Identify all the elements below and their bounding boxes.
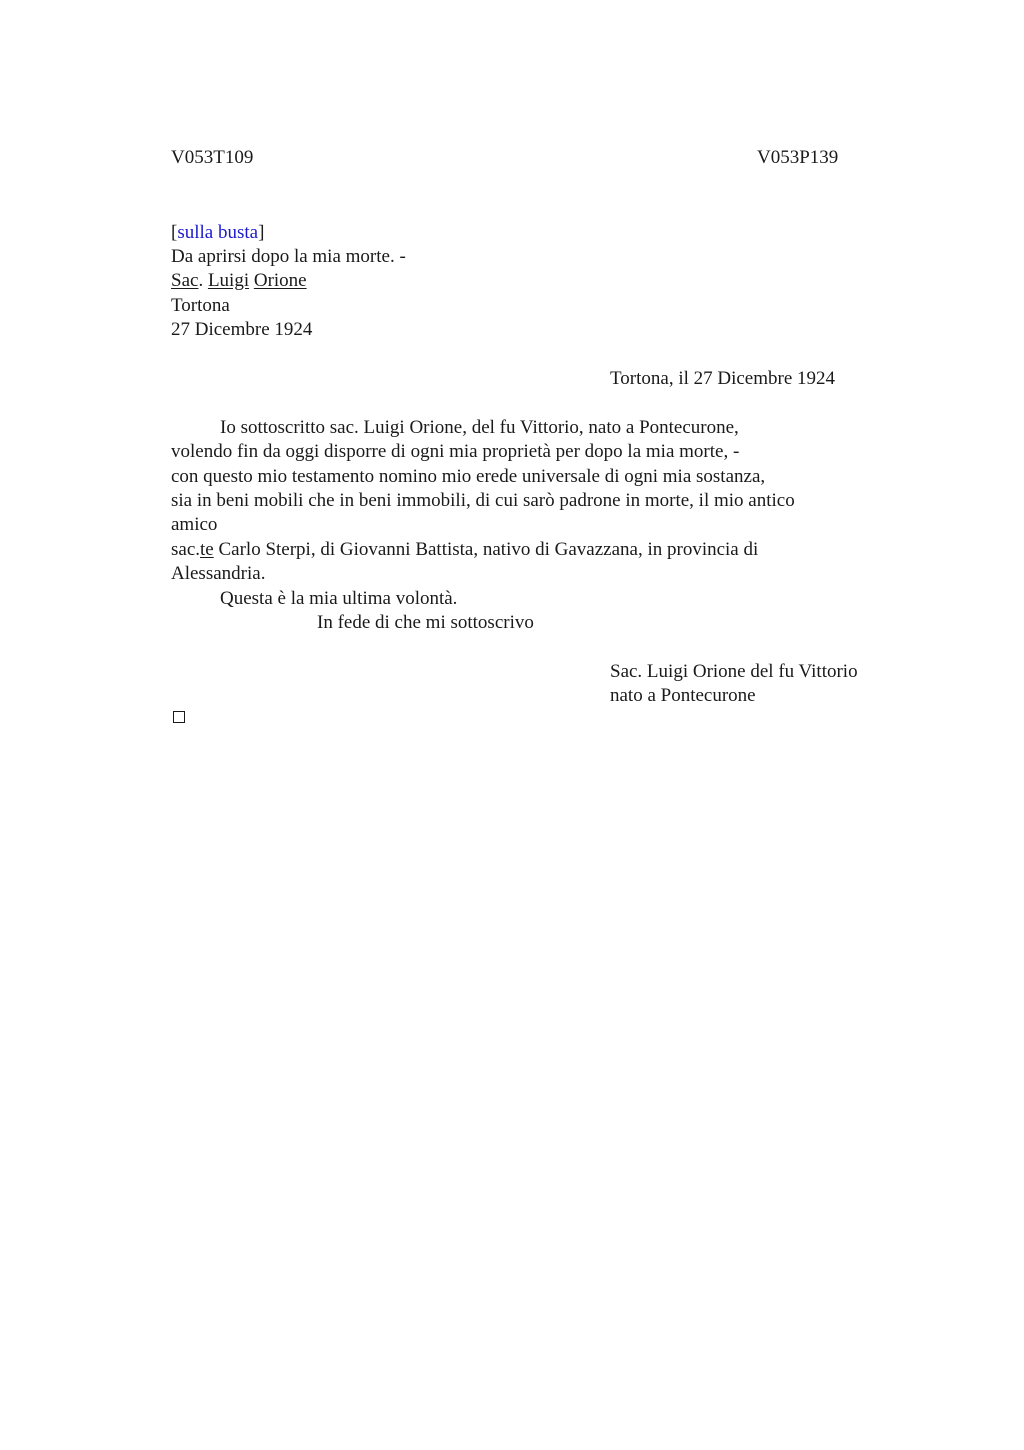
envelope-place: Tortona	[171, 295, 230, 316]
letter-line-1: Io sottoscritto sac. Luigi Orione, del fu Vittorio, nato a Pontecurone,	[220, 417, 739, 438]
letter-line-7: Alessandria.	[171, 563, 266, 584]
envelope-sac: Sac	[171, 270, 199, 291]
document-code-right: V053P139	[757, 147, 839, 168]
letter-line-6-rest: Carlo Sterpi, di Giovanni Battista, nativo di Gavazzana, in provincia di	[213, 539, 759, 560]
letter-te-superscript: te	[200, 539, 214, 560]
envelope-note-text: sulla busta	[177, 222, 259, 243]
letter-line-9: In fede di che mi sottoscrivo	[317, 612, 534, 633]
envelope-date: 27 Dicembre 1924	[171, 319, 313, 340]
signature-line-2: nato a Pontecurone	[610, 685, 756, 706]
envelope-signature-line	[171, 269, 307, 293]
envelope-luigi: Luigi	[207, 270, 250, 291]
bracket-open: [	[171, 222, 178, 243]
signature-line-1: Sac. Luigi Orione del fu Vittorio	[610, 661, 858, 682]
envelope-dot: .	[198, 270, 204, 291]
letter-line-3: con questo mio testamento nomino mio erede universale di ogni mia sostanza,	[171, 466, 766, 487]
letter-line-6	[171, 538, 758, 562]
letter-line-2: volendo fin da oggi disporre di ogni mia proprietà per dopo la mia morte, -	[171, 441, 740, 462]
letter-line-8: Questa è la mia ultima volontà.	[220, 588, 458, 609]
document-code-left: V053T109	[171, 147, 254, 168]
letter-line-4: sia in beni mobili che in beni immobili, di cui sarò padrone in morte, il mio antico	[171, 490, 795, 511]
letter-sac-prefix: sac.	[171, 539, 201, 560]
envelope-note	[171, 221, 264, 245]
envelope-line-open-after-death: Da aprirsi dopo la mia morte. -	[171, 246, 406, 267]
empty-box-glyph	[173, 711, 185, 723]
letter-line-5: amico	[171, 514, 218, 535]
envelope-orione: Orione	[253, 270, 307, 291]
letter-dateline: Tortona, il 27 Dicembre 1924	[610, 368, 836, 389]
bracket-close: ]	[258, 222, 265, 243]
